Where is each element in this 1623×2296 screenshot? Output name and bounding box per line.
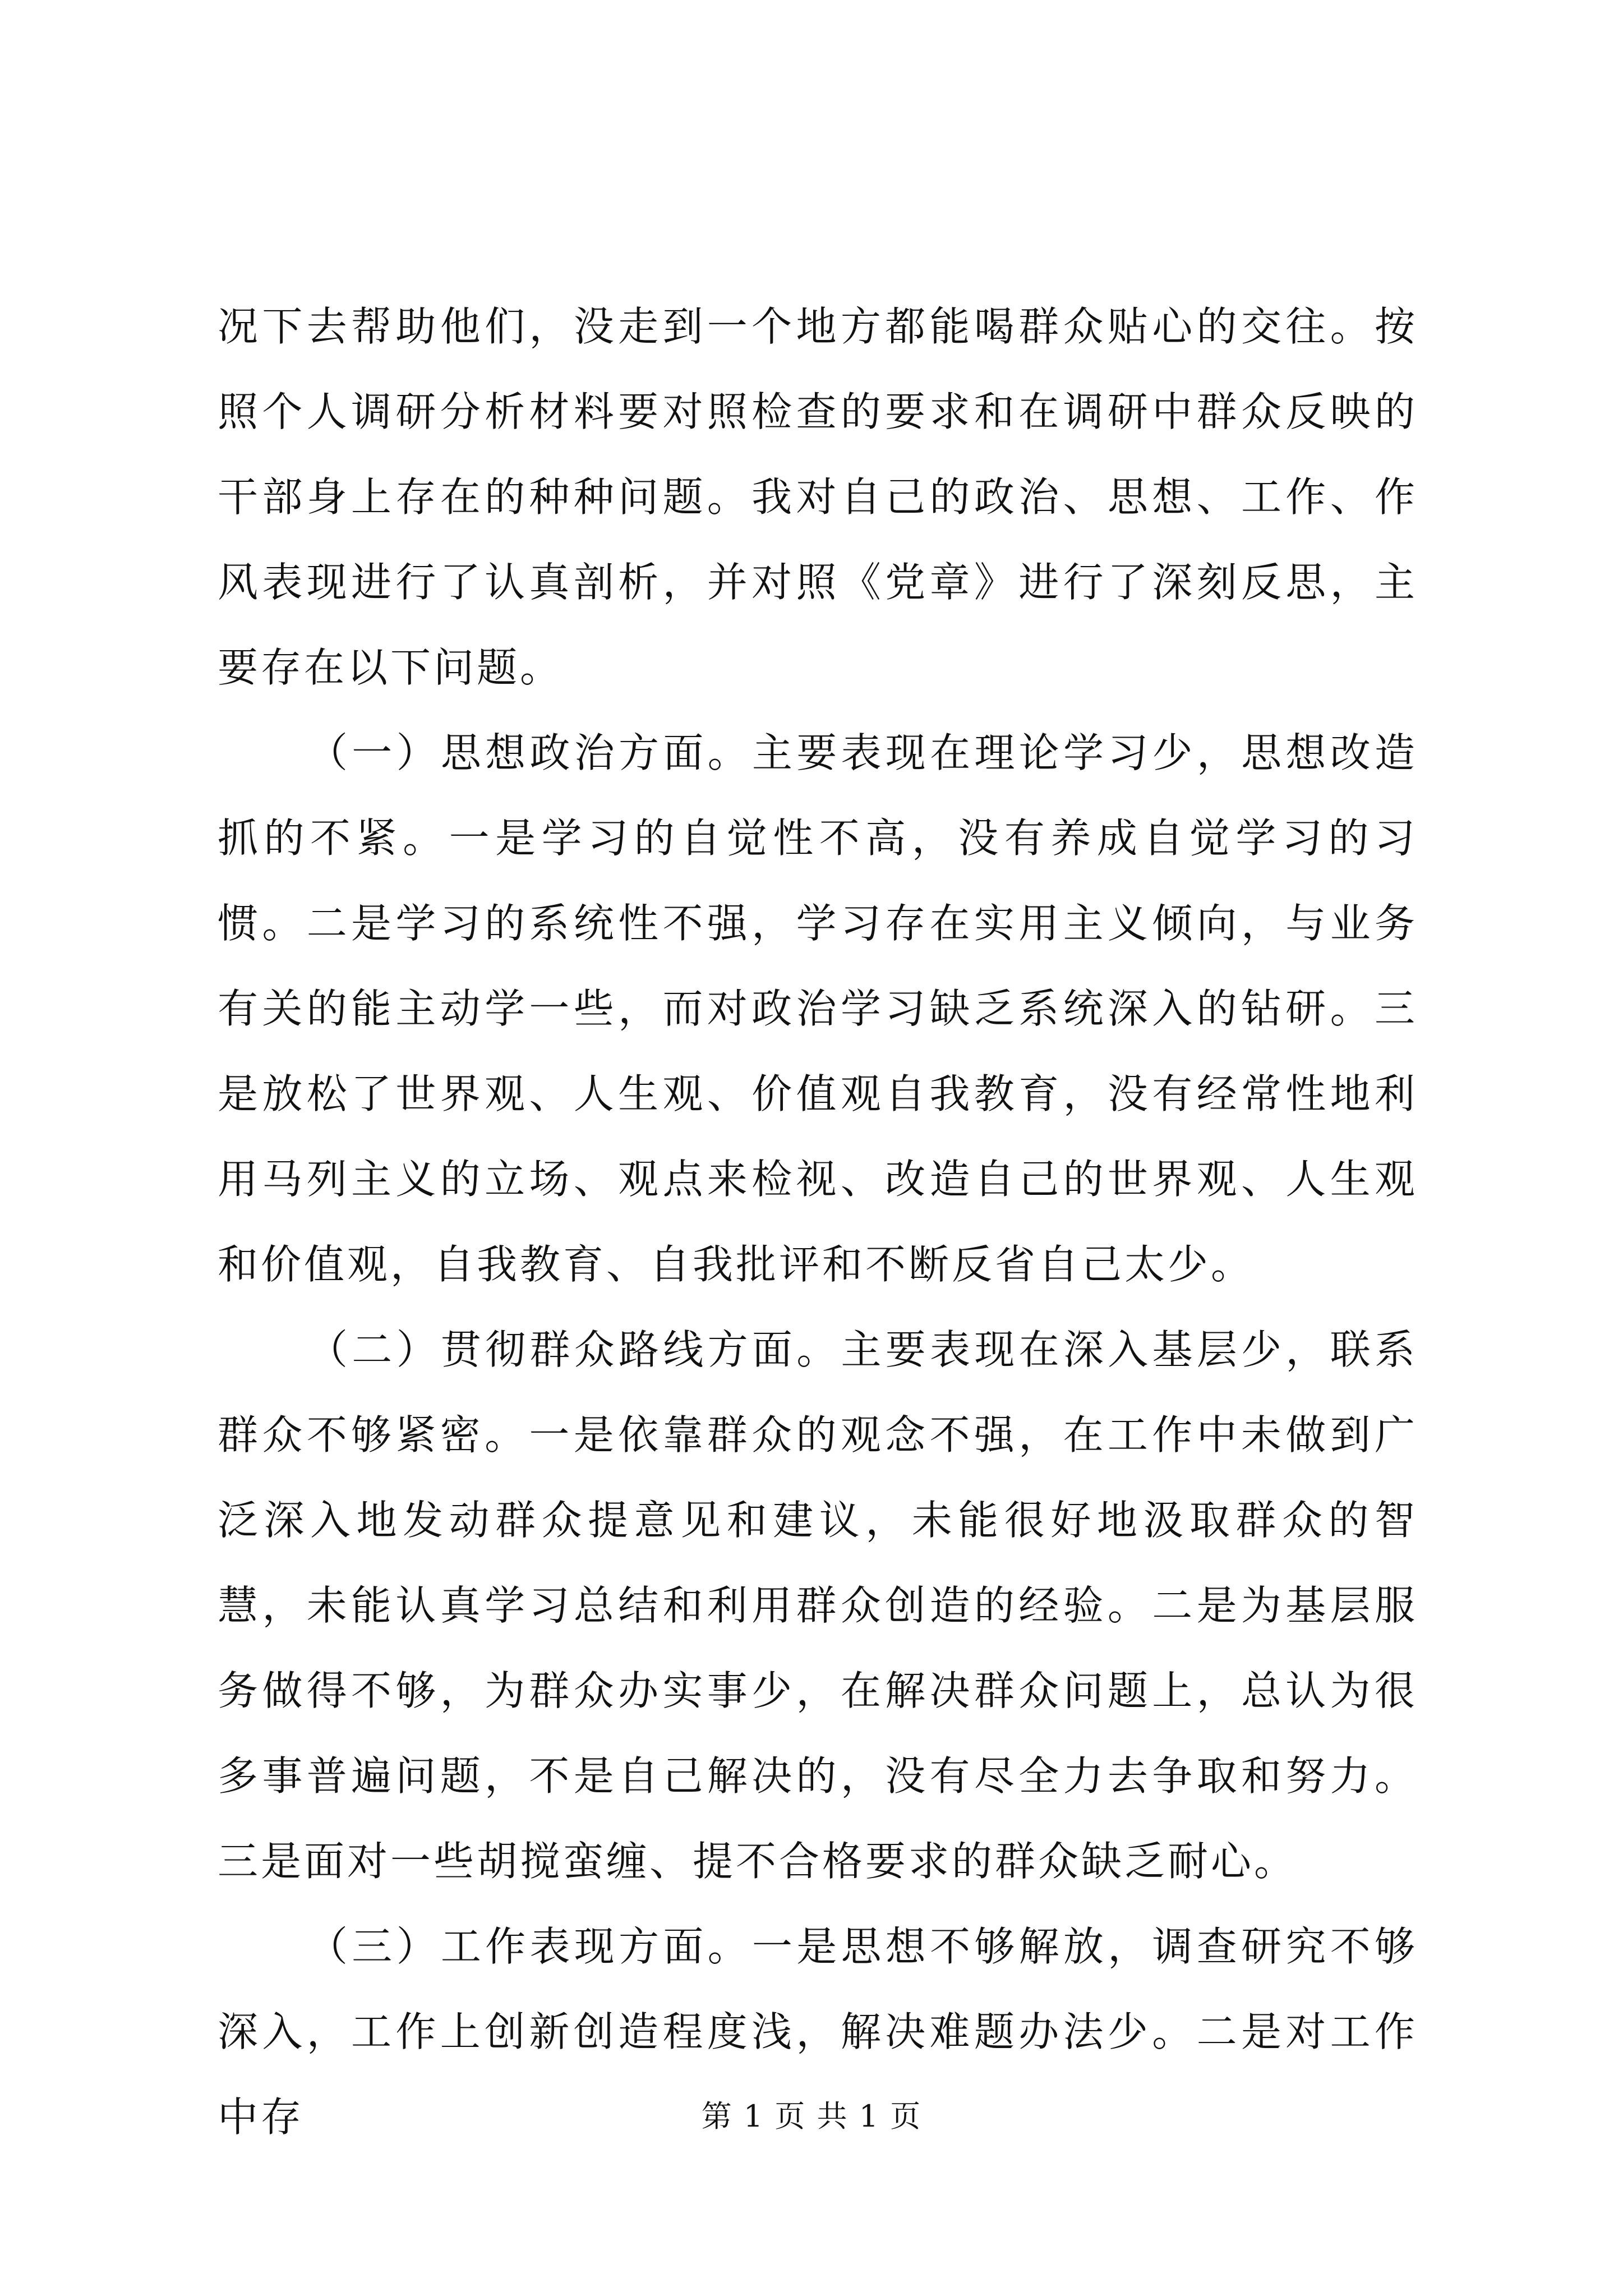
- paragraph-continuation: 况下去帮助他们，没走到一个地方都能喝群众贴心的交往。按照个人调研分析材料要对照检查的要求和在调研中群众反映的干部身上存在的种种问题。我对自己的政治、思想、工作、作风表现进行了认真剖析，并对照《党章》进行了深刻反思，主要存在以下问题。: [218, 303, 1418, 691]
- page-footer: 第 1 页 共 1 页: [701, 2099, 922, 2134]
- paragraph-mass-line: （二）贯彻群众路线方面。主要表现在深入基层少，联系群众不够紧密。一是依靠群众的观念不强，在工作中未做到广泛深入地发动群众提意见和建议，未能很好地汲取群众的智慧，未能认真学习总结和利用群众创造的经验。二是为基层服务做得不够，为群众办实事少，在解决群众问题上，总认为很多事普遍问题，不是自己解决的，没有尽全力去争取和努力。三是面对一些胡搅蛮缠、提不合格要求的群众缺乏耐心。: [218, 1326, 1418, 1885]
- paragraph-work-performance: （三）工作表现方面。一是思想不够解放，调查研究不够深入，工作上创新创造程度浅，解决难题办法少。二是对工作中存: [218, 1923, 1418, 2141]
- document-body: [218, 284, 1418, 2160]
- paragraph-ideology-politics: （一）思想政治方面。主要表现在理论学习少，思想改造抓的不紧。一是学习的自觉性不高，没有养成自觉学习的习惯。二是学习的系统性不强，学习存在实用主义倾向，与业务有关的能主动学一些，而对政治学习缺乏系统深入的钻研。三是放松了世界观、人生观、价值观自我教育，没有经常性地利用马列主义的立场、观点来检视、改造自己的世界观、人生观和价值观，自我教育、自我批评和不断反省自己太少。: [218, 729, 1418, 1288]
